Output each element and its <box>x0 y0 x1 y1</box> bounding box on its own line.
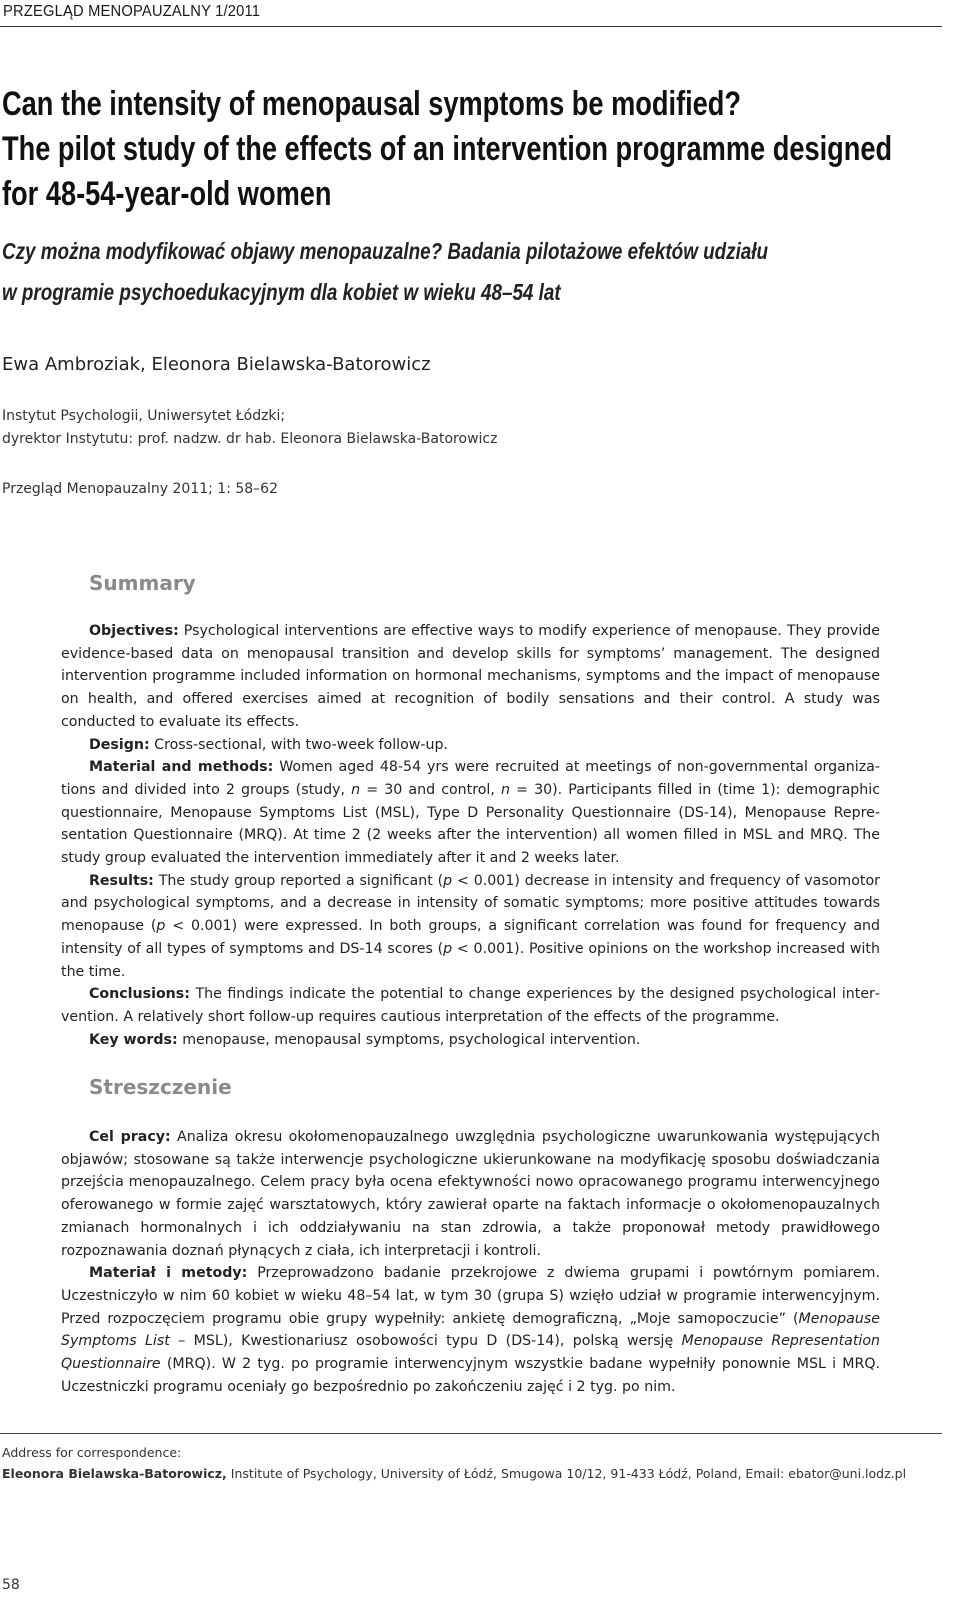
design-label: Design: <box>89 736 150 753</box>
material-italic: Menopause Symptoms List <box>61 1310 880 1350</box>
conclusions-text: The findings indicate the potential to change experiences by the designed psychological intervention. A relatively short follow-up requires cautious interpretation of the effects of the programme. <box>61 986 881 1025</box>
polish-title-line: Czy można modyfikować objawy menopauzalne? Badania pilotażowe efektów udziału <box>2 238 769 264</box>
correspondence-address: Institute of Psychology, University of Łódź, Smugowa 10/12, 91-433 Łódź, Poland, Email: ebator@uni.lodz.pl <box>230 1466 907 1481</box>
results-p-symbol: p <box>443 872 453 889</box>
material-text: Przeprowadzono badanie przekrojowe z dwiema grupami i powtórnym pomiarem. Uczestniczyło w nim 60 kobiet w wieku 48–54 lat, w tym 30 (grupa S) wzięło udział w programie interwencyjnym. Przed rozpoczęciem programu obie grupy wypełniły: ankietę demograficzną, „Moje samopoczucie” ( <box>61 1265 880 1327</box>
material-text: – MSL), Kwestionariusz osobowości typu D (DS-14), polską wersję <box>178 1333 674 1350</box>
summary-body <box>61 620 880 1051</box>
objectives-text: Psychological interventions are effective ways to modify experience of menopause. They provide evidence-based data on menopausal transition and develop skills for symptoms’ management. The designed intervention programme included information on hormonal mechanisms, symptoms and the impact of menopause on health, and offered exercises aimed at recognition of bodily sensations and their control. A study was conducted to evaluate its effects. <box>61 623 880 730</box>
material-text: (MRQ). W 2 tyg. po programie interwencyjnym wszystkie badane wypełniły ponownie MSL i MRQ. Uczestniczki programu oceniały go bezpośrednio po zakończeniu zajęć i 2 tyg. po nim. <box>61 1356 880 1395</box>
article-title <box>2 82 893 217</box>
objectives-paragraph <box>61 620 880 734</box>
keywords-label: Key words: <box>89 1031 178 1048</box>
title-line: The pilot study of the effects of an intervention programme designed <box>2 130 893 168</box>
keywords-paragraph <box>61 1029 880 1052</box>
summary-heading: Summary <box>89 571 196 595</box>
polish-title <box>2 231 822 313</box>
conclusions-paragraph <box>61 983 880 1028</box>
design-text: Cross-sectional, with two-week follow-up. <box>154 736 449 753</box>
title-line: for 48-54-year-old women <box>2 175 332 213</box>
conclusions-label: Conclusions: <box>89 986 190 1003</box>
correspondence-details <box>2 1466 906 1481</box>
affiliation-line: Instytut Psychologii, Uniwersytet Łódzki; <box>2 408 286 424</box>
footer-divider <box>0 1433 942 1434</box>
methods-paragraph <box>61 756 880 870</box>
material-italic: Menopause Representation Questionnaire <box>61 1333 881 1373</box>
journal-header: PRZEGLĄD MENOPAUZALNY 1/2011 <box>3 3 261 20</box>
material-label: Materiał i metody: <box>89 1265 248 1282</box>
cel-label: Cel pracy: <box>89 1129 171 1145</box>
results-text: < 0.001). Positive opinions on the workshop increased with the time. <box>61 940 880 980</box>
cel-text: Analiza okresu okołomenopauzalnego uwzględnia psychologiczne uwarunkowania występujących objawów; stosowane są także interwencje psychologiczne ukierunkowane na modyfikację sposobu doświadczania przejścia menopauzalnego. Celem pracy była ocena efektywności nowo opracowanego programu interwencyjnego oferowanego w formie zajęć warsztatowych, który zawierał oparte na faktach informacje o okołomenopauzalnych zmianach hormonalnych i ich oddziaływaniu na stan zdrowia, a także proponował metody prawidłowego rozpoznawania doznań płynących z ciała, ich interpretacji i kontroli. <box>61 1129 880 1259</box>
streszczenie-body <box>61 1126 880 1398</box>
cel-paragraph <box>61 1126 880 1262</box>
correspondence-name: Eleonora Bielawska-Batorowicz, <box>2 1466 227 1481</box>
affiliation <box>2 405 497 451</box>
results-text: The study group reported a significant ( <box>158 872 444 889</box>
polish-title-line: w programie psychoedukacyjnym dla kobiet w wieku 48–54 lat <box>2 279 561 305</box>
streszczenie-heading: Streszczenie <box>89 1075 232 1099</box>
keywords-text: menopause, menopausal symptoms, psychological intervention. <box>182 1031 641 1048</box>
page-number: 58 <box>2 1577 20 1593</box>
title-line: Can the intensity of menopausal symptoms be modified? <box>2 85 742 123</box>
design-paragraph <box>61 734 880 757</box>
correspondence-label: Address for correspondence: <box>2 1445 182 1460</box>
methods-text: = 30 and control, <box>366 781 495 798</box>
methods-n-symbol: n <box>351 781 361 798</box>
methods-text: Women aged 48-54 yrs were recruited at meetings of non-governmental organizations and divided into 2 groups (study, <box>61 759 880 798</box>
results-p-symbol: p <box>156 918 166 935</box>
methods-text: = 30). Participants filled in (time 1): demographic questionnaire, Menopause Symptoms List (MSL), Type D Personality Questionnaire (DS-14), Menopause Representation Questionnaire (MRQ). At time 2 (2 weeks after the intervention) all women filled in MSL and MRQ. The study group evaluated the intervention immediately after it and 2 weeks later. <box>61 781 881 867</box>
methods-label: Material and methods: <box>89 759 274 776</box>
results-text: < 0.001) were expressed. In both groups, a significant correlation was found for frequency and intensity of all types of symptoms and DS-14 scores ( <box>61 918 881 957</box>
results-label: Results: <box>89 872 154 889</box>
results-paragraph <box>61 870 880 984</box>
header-divider <box>0 26 942 27</box>
results-p-symbol: p <box>443 940 453 957</box>
affiliation-line: dyrektor Instytutu: prof. nadzw. dr hab. Eleonora Bielawska-Batorowicz <box>2 431 498 447</box>
material-paragraph <box>61 1262 880 1398</box>
citation: Przegląd Menopauzalny 2011; 1: 58–62 <box>2 481 279 497</box>
authors: Ewa Ambroziak, Eleonora Bielawska-Batorowicz <box>2 354 431 375</box>
results-text: < 0.001) decrease in intensity and frequency of vasomotor and psychological symptoms, and a decrease in intensity of somatic symptoms; more positive attitudes towards menopause ( <box>61 872 881 935</box>
methods-n-symbol: n <box>501 781 510 798</box>
objectives-label: Objectives: <box>89 623 179 639</box>
